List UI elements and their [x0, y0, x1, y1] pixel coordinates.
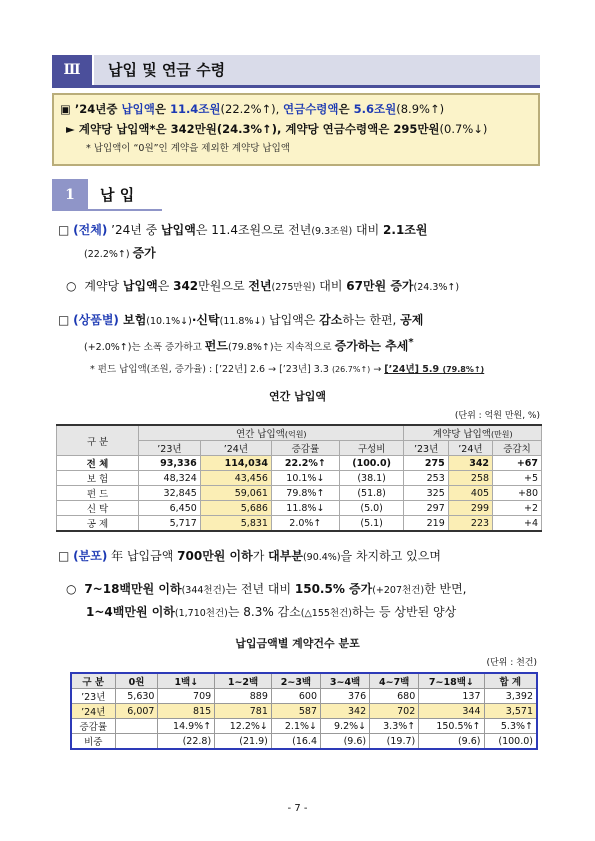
t1-subheader: ’23년	[139, 441, 201, 456]
table-cell: +4	[493, 516, 542, 532]
t2-header: 3~4백	[321, 673, 370, 689]
table-cell: 2.1%↓	[271, 719, 320, 734]
section-number: Ⅲ	[52, 55, 92, 85]
subsection-number: 1	[52, 179, 88, 211]
arrow-icon: ►	[66, 122, 75, 136]
table-cell: 43,456	[200, 471, 271, 486]
para-per-contract: ○ 계약당 납입액은 342만원으로 전년(275만원) 대비 67만원 증가(24.3%↑)	[66, 279, 460, 293]
checkbox-icon: ▣	[60, 102, 71, 116]
table-cell: 5,630	[115, 689, 158, 704]
table-cell: (51.8)	[339, 486, 404, 501]
table-cell: (9.6)	[321, 734, 370, 750]
table-cell: 9.2%↓	[321, 719, 370, 734]
table-row	[71, 689, 537, 704]
table-cell: 3,392	[484, 689, 537, 704]
page-number: - 7 -	[287, 803, 308, 814]
table-cell: (5.1)	[339, 516, 404, 532]
table-cell: 325	[404, 486, 448, 501]
table-row	[57, 471, 542, 486]
table-row	[57, 501, 542, 516]
t2-header: 2~3백	[271, 673, 320, 689]
table-cell: 10.1%↓	[271, 471, 339, 486]
summary-line-1: ▣ ’24년중 납입액은 11.4조원(22.2%↑), 연금수령액은 5.6조원(8.9%↑)	[60, 102, 445, 116]
table-row	[71, 719, 537, 734]
table-cell: 6,450	[139, 501, 201, 516]
summary-box	[52, 93, 540, 166]
table-cell	[115, 734, 158, 750]
table-row	[57, 456, 542, 471]
summary-footnote: * 납입액이 “0원”인 계약을 제외한 계약당 납입액	[86, 143, 290, 154]
row-label: 전 체	[57, 456, 139, 471]
row-label: ’24년	[71, 704, 115, 719]
table-cell: 709	[158, 689, 215, 704]
table-cell: 22.2%↑	[271, 456, 339, 471]
table-cell: 59,061	[200, 486, 271, 501]
table-row	[57, 516, 542, 532]
table-cell: 2.0%↑	[271, 516, 339, 532]
t2-header: 구 분	[71, 673, 115, 689]
table2-title: 납입금액별 계약건수 분포	[235, 637, 360, 650]
t1-subheader: 증감치	[493, 441, 542, 456]
table1-title: 연간 납입액	[269, 390, 326, 403]
table-cell: 93,336	[139, 456, 201, 471]
table-cell: +80	[493, 486, 542, 501]
row-label: 펀 드	[57, 486, 139, 501]
para-product-line2: (+2.0%↑)는 소폭 증가하고 펀드(79.8%↑)는 지속적으로 증가하는 추세*	[84, 337, 414, 353]
table-cell: 405	[448, 486, 492, 501]
table-cell: 376	[321, 689, 370, 704]
row-label: 신 탁	[57, 501, 139, 516]
table-cell: 342	[448, 456, 492, 471]
t1-subheader: 구성비	[339, 441, 404, 456]
table-cell: 275	[404, 456, 448, 471]
table-cell: 48,324	[139, 471, 201, 486]
table-cell: 5.3%↑	[484, 719, 537, 734]
para-range-line2: 1~4백만원 이하(1,710천건)는 8.3% 감소(△155천건)하는 등 상반된 양상	[86, 605, 457, 619]
table-cell: 258	[448, 471, 492, 486]
table-cell: 342	[321, 704, 370, 719]
table-cell: (19.7)	[370, 734, 419, 750]
subsection-title: 납 입	[88, 179, 162, 211]
table-cell: 299	[448, 501, 492, 516]
t2-header: 1~2백	[215, 673, 272, 689]
table-cell: 14.9%↑	[158, 719, 215, 734]
para-distribution: □ (분포) 年 납입금액 700만원 이하가 대부분(90.4%)을 차지하고 있으며	[58, 549, 441, 563]
table-cell: 150.5%↑	[419, 719, 484, 734]
table-row	[71, 734, 537, 750]
table-cell: 5,686	[200, 501, 271, 516]
table-cell: (16.4	[271, 734, 320, 750]
table-cell: 219	[404, 516, 448, 532]
t2-header: 0원	[115, 673, 158, 689]
table-cell: 702	[370, 704, 419, 719]
table-cell: 11.8%↓	[271, 501, 339, 516]
para-product-line1: □ (상품별) 보험(10.1%↓)·신탁(11.8%↓) 납입액은 감소하는 한편, 공제	[58, 313, 424, 327]
t1-subheader: 증감률	[271, 441, 339, 456]
t1-subheader: ’24년	[200, 441, 271, 456]
table-row	[57, 486, 542, 501]
table-cell: +67	[493, 456, 542, 471]
table-cell: 3,571	[484, 704, 537, 719]
table-cell: 114,034	[200, 456, 271, 471]
table-cell: +2	[493, 501, 542, 516]
annual-payment-table: 구 분 연간 납입액(억원) 계약당 납입액(만원) ’23년 ’24년 증감률 구성비 ’23년 ’24년 증감치 전 체 93,336 114,034 22.2%↑ (100.0) 275 342 +67 보 험 48,324 43,456 10.1%↓ (38.1) 253 258 +5 펀 드 32,845 59,061 79.8%↑ (51.8) 325 405 +80 신 탁 6,450 5,686 11.8%↓ (5.0) 297 299 +2 공 제 5,717 5,831 2.0%↑ (5.1) 219 223 +4	[56, 424, 542, 532]
table-cell: 5,717	[139, 516, 201, 532]
table-cell: 600	[271, 689, 320, 704]
table-cell: 5,831	[200, 516, 271, 532]
t2-header: 4~7백	[370, 673, 419, 689]
fund-footnote: * 펀드 납입액(조원, 증가율) : [’22년] 2.6 → [’23년] 3.3 (26.7%↑) → [’24년] 5.9 (79.8%↑)	[90, 364, 485, 375]
para-total-line1: □ (전체) ’24년 중 납입액은 11.4조원으로 전년(9.3조원) 대비 2.1조원	[58, 223, 428, 237]
table-cell: (100.0)	[339, 456, 404, 471]
table-cell: 137	[419, 689, 484, 704]
section-title: 납입 및 연금 수령	[94, 55, 540, 85]
para-range-line1: ○ 7~18백만원 이하(344천건)는 전년 대비 150.5% 증가(+207천건)한 반면,	[66, 582, 467, 596]
t1-subheader: ’23년	[404, 441, 448, 456]
table-cell: 6,007	[115, 704, 158, 719]
row-label: ’23년	[71, 689, 115, 704]
table-cell: +5	[493, 471, 542, 486]
table-cell: 781	[215, 704, 272, 719]
table-cell: (9.6)	[419, 734, 484, 750]
table-cell: 32,845	[139, 486, 201, 501]
para-total-line2: (22.2%↑) 증가	[84, 246, 156, 260]
table-cell: 297	[404, 501, 448, 516]
table-cell: 587	[271, 704, 320, 719]
table-cell: (21.9)	[215, 734, 272, 750]
section-header	[52, 55, 540, 88]
row-label: 증감률	[71, 719, 115, 734]
subsection-header	[52, 179, 142, 211]
contract-distribution-table	[70, 672, 538, 750]
table-cell: 344	[419, 704, 484, 719]
table2-unit: (단위 : 천건)	[486, 658, 537, 668]
table1-unit: (단위 : 억원 만원, %)	[454, 411, 540, 421]
table-cell: 253	[404, 471, 448, 486]
table-cell: (100.0)	[484, 734, 537, 750]
table-cell: (5.0)	[339, 501, 404, 516]
summary-line-2: ► 계약당 납입액*은 342만원(24.3%↑), 계약당 연금수령액은 295만원(0.7%↓)	[66, 122, 488, 136]
table-cell: 12.2%↓	[215, 719, 272, 734]
table-cell: (38.1)	[339, 471, 404, 486]
table-cell	[115, 719, 158, 734]
table-cell: 3.3%↑	[370, 719, 419, 734]
t2-header: 7~18백↓	[419, 673, 484, 689]
row-label: 보 험	[57, 471, 139, 486]
t2-header: 1백↓	[158, 673, 215, 689]
table-cell: 79.8%↑	[271, 486, 339, 501]
row-label: 비중	[71, 734, 115, 750]
table-cell: 223	[448, 516, 492, 532]
t2-header: 합 계	[484, 673, 537, 689]
table-cell: 815	[158, 704, 215, 719]
table-cell: (22.8)	[158, 734, 215, 750]
t1-subheader: ’24년	[448, 441, 492, 456]
table-cell: 889	[215, 689, 272, 704]
table-cell: 680	[370, 689, 419, 704]
table-row	[71, 704, 537, 719]
row-label: 공 제	[57, 516, 139, 532]
